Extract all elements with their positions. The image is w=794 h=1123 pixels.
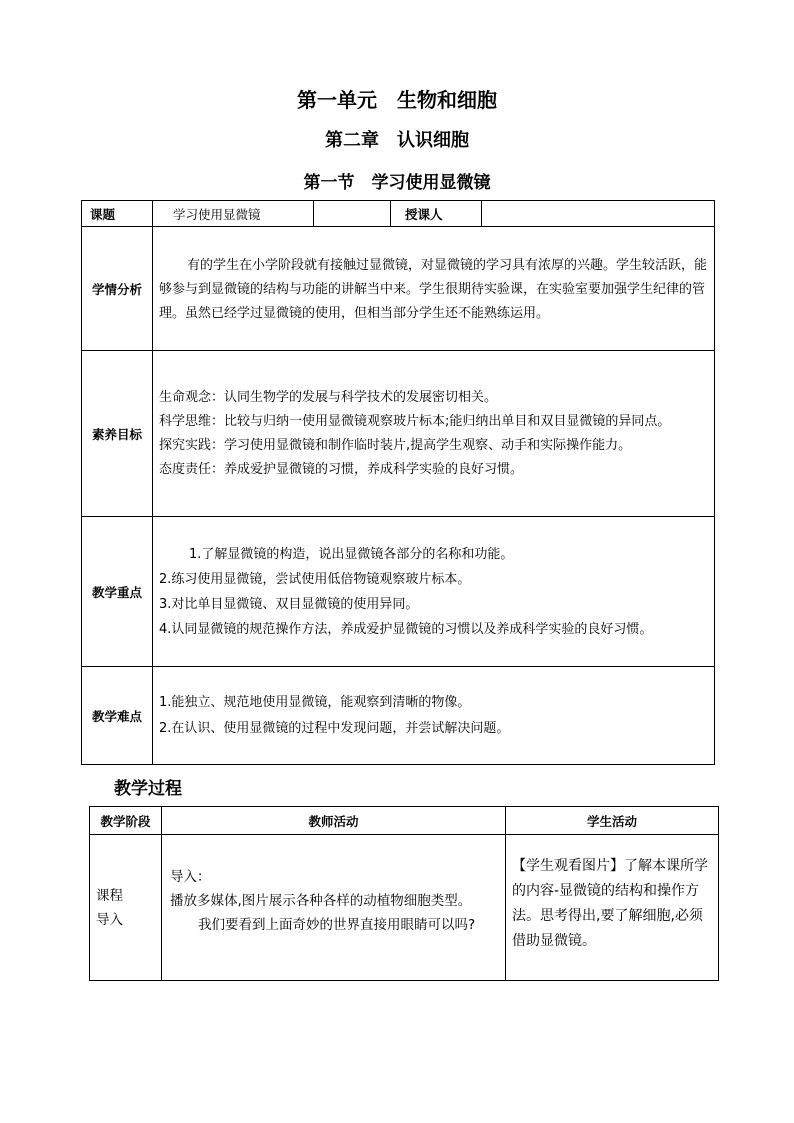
stage-cell xyxy=(90,835,162,981)
key-point-item: 2.练习使用显微镜，尝试使用低倍物镜观察玻片标本。 xyxy=(159,571,471,587)
stage-label: 课程 xyxy=(96,887,123,904)
analysis-text: 有的学生在小学阶段就有接触过显微镜，对显微镜的学习具有浓厚的兴趣。学生较活跃，能够参与到显微镜的结构与功能的讲解当中来。学生很期待实验课，在实验室要加强学生纪律的管理。虽然已经学过显微镜的使用，但相当部分学生还不能熟练运用。 xyxy=(159,257,708,321)
student-activity-cell xyxy=(506,835,719,981)
analysis-label: 学情分析 xyxy=(82,227,153,351)
difficulty-row xyxy=(82,667,715,765)
key-points-cell xyxy=(153,517,715,667)
literacy-item: 生命观念：认同生物学的发展与科学技术的发展密切相关。 xyxy=(159,389,498,405)
section-heading: 第一节 学习使用显微镜 xyxy=(303,173,491,193)
literacy-label: 素养目标 xyxy=(82,351,153,517)
topic-label: 课题 xyxy=(82,201,153,227)
analysis-row xyxy=(82,227,715,351)
student-activity-text: 【学生观看图片】了解本课所学的内容-显微镜的结构和操作方法。思考得出,要了解细胞,必须借助显微镜。 xyxy=(512,857,708,949)
process-title: 教学过程 xyxy=(114,779,182,799)
difficulty-item: 2.在认识、使用显微镜的过程中发现问题，并尝试解决问题。 xyxy=(159,720,510,736)
process-header-row xyxy=(90,807,719,835)
topic-row xyxy=(82,201,715,227)
unit-heading: 第一单元 生物和细胞 xyxy=(297,88,497,112)
key-point-item: 1.了解显微镜的构造，说出显微镜各部分的名称和功能。 xyxy=(189,546,514,562)
literacy-row xyxy=(82,351,715,517)
teacher-activity-line: 播放多媒体,图片展示各种各样的动植物细胞类型。 xyxy=(170,892,472,909)
teacher-name-cell xyxy=(482,201,715,227)
literacy-cell xyxy=(153,351,715,517)
stage-header: 教学阶段 xyxy=(90,807,162,835)
process-row xyxy=(90,835,719,981)
difficulty-label: 教学难点 xyxy=(82,667,153,765)
topic-value: 学习使用显微镜 xyxy=(153,201,314,227)
analysis-cell xyxy=(153,227,715,351)
key-points-label: 教学重点 xyxy=(82,517,153,667)
chapter-heading: 第二章 认识细胞 xyxy=(325,130,469,151)
teacher-activity-line: 导入： xyxy=(170,868,211,885)
difficulty-item: 1.能独立、规范地使用显微镜，能观察到清晰的物像。 xyxy=(159,694,471,710)
student-activity-header: 学生活动 xyxy=(506,807,719,835)
key-point-item: 4.认同显微镜的规范操作方法，养成爱护显微镜的习惯以及养成科学实验的良好习惯。 xyxy=(159,621,653,637)
key-point-item: 3.对比单目显微镜、双目显微镜的使用异同。 xyxy=(159,596,419,612)
process-table xyxy=(89,806,719,981)
teacher-activity-header: 教师活动 xyxy=(162,807,506,835)
teacher-activity-cell xyxy=(162,835,506,981)
difficulty-cell xyxy=(153,667,715,765)
literacy-item: 态度责任：养成爱护显微镜的习惯，养成科学实验的良好习惯。 xyxy=(159,461,524,477)
lesson-info-table xyxy=(81,200,715,765)
literacy-item: 科学思维：比较与归纳一使用显微镜观察玻片标本;能归纳出单目和双目显微镜的异同点。 xyxy=(159,413,671,429)
teacher-label: 授课人 xyxy=(391,201,482,227)
teacher-activity-line: 我们要看到上面奇妙的世界直接用眼睛可以吗? xyxy=(198,916,476,933)
key-points-row xyxy=(82,517,715,667)
stage-label: 导入 xyxy=(96,911,123,928)
literacy-item: 探究实践：学习使用显微镜和制作临时装片,提高学生观察、动手和实际操作能力。 xyxy=(159,437,632,453)
topic-spacer xyxy=(314,201,391,227)
